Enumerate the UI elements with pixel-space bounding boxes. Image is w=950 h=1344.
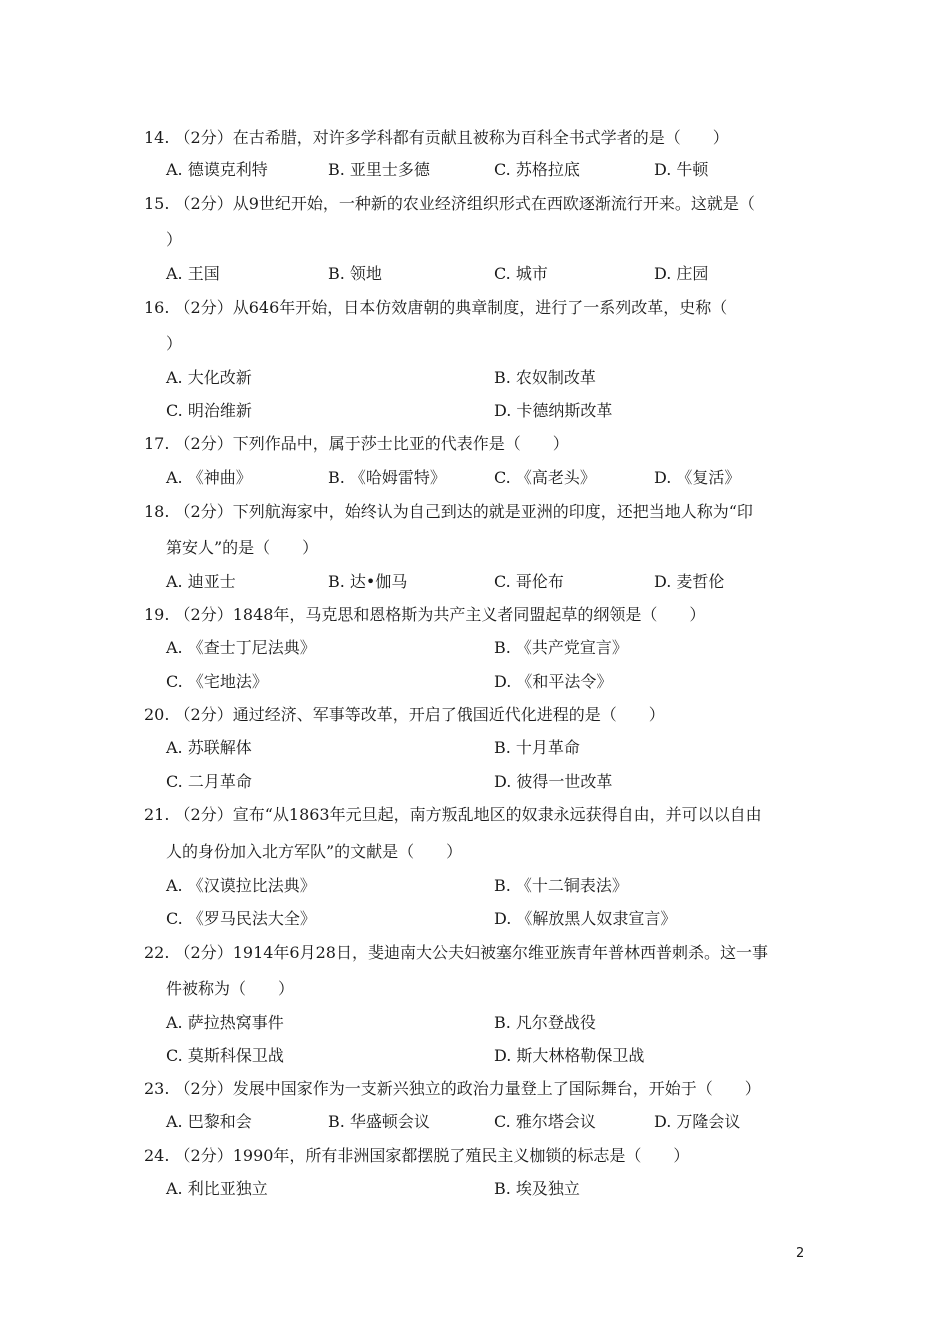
option-a: A. 萨拉热窝事件 — [166, 1013, 284, 1032]
option-a: A. 《神曲》 — [166, 468, 252, 487]
option-a: A. 《查士丁尼法典》 — [166, 638, 316, 657]
question-22-stem: 22. （2分）1914年6月28日，斐迪南大公夫妇被塞尔维亚族青年普林西普刺杀。这一事 — [144, 943, 768, 962]
option-b: B. 《十二铜表法》 — [494, 876, 628, 895]
question-21-options-row-2 — [166, 909, 806, 929]
option-b: B. 农奴制改革 — [494, 368, 596, 387]
question-20-options-row-2 — [166, 772, 806, 792]
option-d: D. 《解放黑人奴隶宣言》 — [494, 909, 677, 928]
option-c: C. 莫斯科保卫战 — [166, 1046, 284, 1065]
option-a: A. 巴黎和会 — [166, 1112, 252, 1131]
option-b: B. 亚里士多德 — [328, 160, 430, 179]
question-16-options-row-2 — [166, 401, 806, 421]
question-15-stem: 15. （2分）从9世纪开始，一种新的农业经济组织形式在西欧逐渐流行开来。这就是（ — [144, 194, 755, 213]
option-c: C. 《罗马民法大全》 — [166, 909, 316, 928]
question-14-options — [166, 160, 806, 180]
option-c: C. 二月革命 — [166, 772, 252, 791]
option-d: D. 万隆会议 — [654, 1112, 741, 1131]
option-a: A. 德谟克利特 — [166, 160, 268, 179]
question-18-options — [166, 572, 806, 592]
question-15-stem-continued: ） — [166, 230, 183, 249]
option-b: B. 《哈姆雷特》 — [328, 468, 446, 487]
question-24-stem: 24. （2分）1990年，所有非洲国家都摆脱了殖民主义枷锁的标志是（ ） — [144, 1146, 690, 1165]
option-c: C. 城市 — [494, 264, 548, 283]
question-24-options — [166, 1179, 806, 1199]
question-16-stem: 16. （2分）从646年开始，日本仿效唐朝的典章制度，进行了一系列改革，史称（ — [144, 298, 728, 317]
question-21-options-row-1 — [166, 876, 806, 896]
option-b: B. 埃及独立 — [494, 1179, 580, 1198]
option-b: B. 《共产党宣言》 — [494, 638, 628, 657]
option-c: C. 明治维新 — [166, 401, 252, 420]
option-a: A. 苏联解体 — [166, 738, 252, 757]
option-d: D. 彼得一世改革 — [494, 772, 613, 791]
option-a: A. 利比亚独立 — [166, 1179, 268, 1198]
question-19-options-row-2 — [166, 672, 806, 692]
question-23-stem: 23. （2分）发展中国家作为一支新兴独立的政治力量登上了国际舞台，开始于（ ） — [144, 1079, 761, 1098]
option-d: D. 麦哲伦 — [654, 572, 725, 591]
question-18-stem: 18. （2分）下列航海家中，始终认为自己到达的就是亚洲的印度，还把当地人称为“印 — [144, 502, 753, 521]
question-17-options — [166, 468, 806, 488]
page-number: 2 — [796, 1246, 805, 1261]
option-d: D. 《复活》 — [654, 468, 741, 487]
question-17-stem: 17. （2分）下列作品中，属于莎士比亚的代表作是（ ） — [144, 434, 569, 453]
option-b: B. 华盛顿会议 — [328, 1112, 430, 1131]
option-c: C. 雅尔塔会议 — [494, 1112, 596, 1131]
question-22-options-row-1 — [166, 1013, 806, 1033]
option-d: D. 庄园 — [654, 264, 709, 283]
question-21-stem: 21. （2分）宣布“从1863年元旦起，南方叛乱地区的奴隶永远获得自由，并可以以自由 — [144, 805, 762, 824]
question-16-options-row-1 — [166, 368, 806, 388]
question-23-options — [166, 1112, 806, 1132]
question-21-stem-continued: 人的身份加入北方军队”的文献是（ ） — [166, 842, 463, 861]
option-d: D. 《和平法令》 — [494, 672, 613, 691]
option-b: B. 十月革命 — [494, 738, 580, 757]
question-22-stem-continued: 件被称为（ ） — [166, 979, 295, 998]
question-16-stem-continued: ） — [166, 334, 183, 353]
question-20-options-row-1 — [166, 738, 806, 758]
question-18-stem-continued: 第安人”的是（ ） — [166, 538, 319, 557]
option-d: D. 牛顿 — [654, 160, 709, 179]
question-22-options-row-2 — [166, 1046, 806, 1066]
option-b: B. 达•伽马 — [328, 572, 408, 591]
option-c: C. 苏格拉底 — [494, 160, 580, 179]
option-a: A. 《汉谟拉比法典》 — [166, 876, 316, 895]
question-20-stem: 20. （2分）通过经济、军事等改革，开启了俄国近代化进程的是（ ） — [144, 705, 665, 724]
option-d: D. 卡德纳斯改革 — [494, 401, 613, 420]
question-14-stem: 14. （2分）在古希腊，对许多学科都有贡献且被称为百科全书式学者的是（ ） — [144, 128, 729, 147]
option-c: C. 《宅地法》 — [166, 672, 268, 691]
question-15-options — [166, 264, 806, 284]
option-a: A. 大化改新 — [166, 368, 252, 387]
question-19-options-row-1 — [166, 638, 806, 658]
option-d: D. 斯大林格勒保卫战 — [494, 1046, 645, 1065]
question-19-stem: 19. （2分）1848年，马克思和恩格斯为共产主义者同盟起草的纲领是（ ） — [144, 605, 706, 624]
option-a: A. 迪亚士 — [166, 572, 236, 591]
option-b: B. 领地 — [328, 264, 382, 283]
option-c: C. 《高老头》 — [494, 468, 596, 487]
option-a: A. 王国 — [166, 264, 220, 283]
option-c: C. 哥伦布 — [494, 572, 564, 591]
option-b: B. 凡尔登战役 — [494, 1013, 596, 1032]
